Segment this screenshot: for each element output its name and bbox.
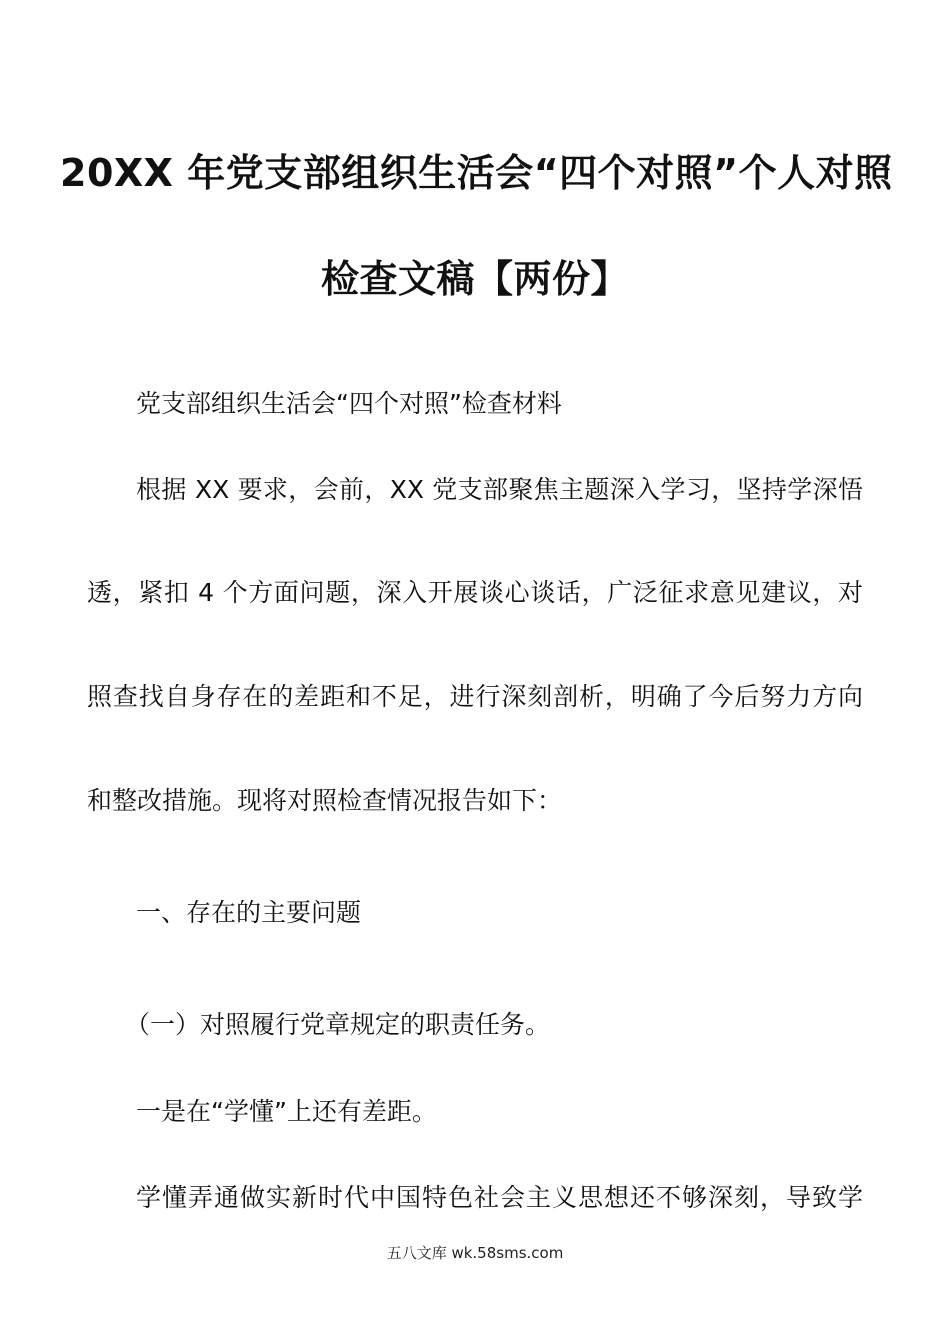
document-title-line-2: 检查文稿【两份】 bbox=[320, 257, 629, 301]
section-heading: 一、存在的主要问题 bbox=[136, 898, 362, 927]
subheading: 党支部组织生活会“四个对照”检查材料 bbox=[136, 389, 562, 418]
intro-line-2: 透，紧扣 4 个方面问题，深入开展谈心谈话，广泛征求意见建议，对 bbox=[87, 578, 863, 607]
subsection-heading: （一）对照履行党章规定的职责任务。 bbox=[125, 1010, 551, 1039]
intro-line-3: 照查找自身存在的差距和不足，进行深刻剖析，明确了今后努力方向 bbox=[87, 682, 863, 711]
point-text-line-1: 学懂弄通做实新时代中国特色社会主义思想还不够深刻，导致学 bbox=[136, 1183, 863, 1212]
footer-watermark: 五八文库 wk.58sms.com bbox=[386, 1244, 564, 1262]
intro-line-4: 和整改措施。现将对照检查情况报告如下： bbox=[87, 786, 563, 815]
point-heading: 一是在“学懂”上还有差距。 bbox=[136, 1097, 437, 1126]
document-title-line-1: 20XX 年党支部组织生活会“四个对照”个人对照 bbox=[60, 151, 893, 195]
intro-line-1: 根据 XX 要求，会前，XX 党支部聚焦主题深入学习，坚持学深悟 bbox=[136, 475, 863, 504]
